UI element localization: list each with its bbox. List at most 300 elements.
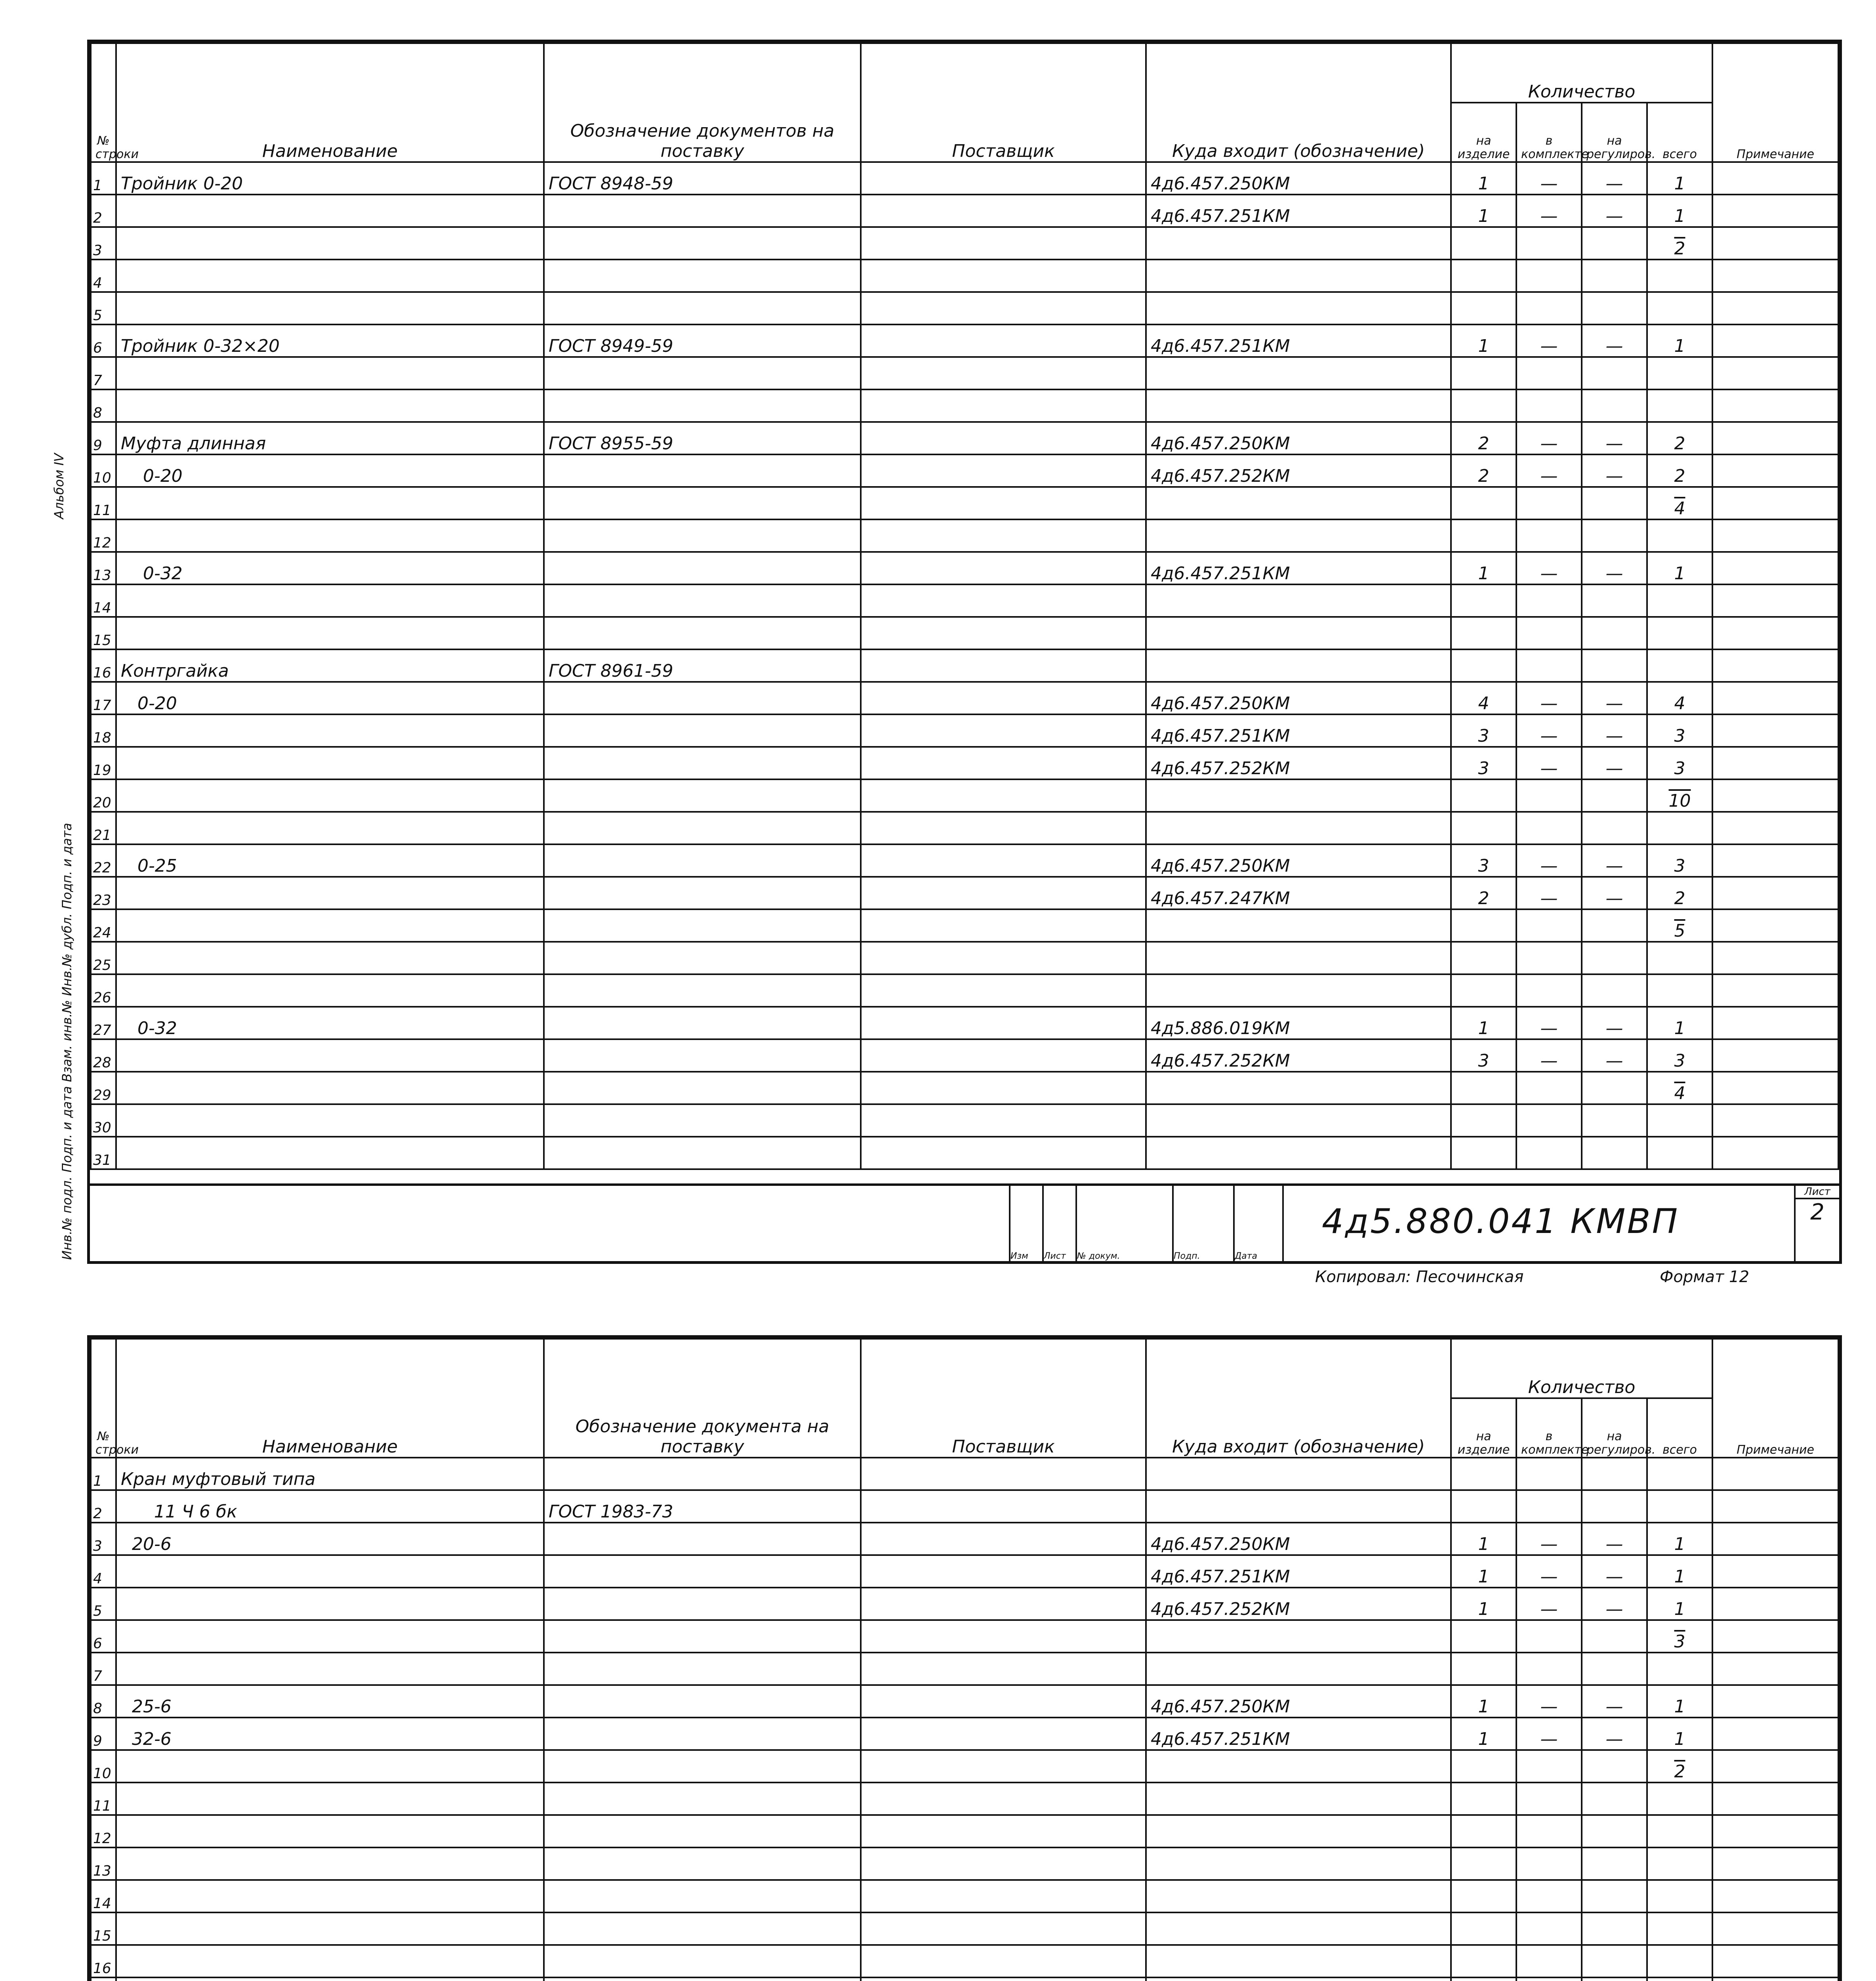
item-note — [1712, 747, 1838, 779]
qty-product: 1 — [1451, 1685, 1516, 1718]
album-label: Альбом IV — [51, 453, 67, 519]
table-row — [91, 1137, 1838, 1169]
qty-kit: — — [1516, 1718, 1582, 1750]
item-destination: 4д5.886.019КМ — [1146, 1007, 1451, 1039]
item-note — [1712, 584, 1838, 617]
qty-total: 1 — [1647, 162, 1712, 195]
qty-total: 10 — [1647, 779, 1712, 812]
item-note — [1712, 812, 1838, 844]
table-row — [91, 292, 1838, 324]
qty-kit — [1516, 1490, 1582, 1523]
qty-adjust — [1582, 812, 1647, 844]
item-supplier — [861, 1977, 1146, 1981]
spec-table-2 — [90, 1338, 1839, 1981]
header-qty-product: на изделие — [1451, 103, 1516, 162]
row-number: 3 — [91, 1523, 116, 1555]
item-destination: 4д6.457.250КМ — [1146, 422, 1451, 454]
item-destination — [1146, 1750, 1451, 1783]
qty-kit — [1516, 909, 1582, 942]
item-standard: ГОСТ 8948-59 — [544, 162, 861, 195]
qty-total: 2 — [1647, 454, 1712, 487]
qty-kit — [1516, 1783, 1582, 1815]
qty-kit — [1516, 1977, 1582, 1981]
row-number: 8 — [91, 1685, 116, 1718]
item-note — [1712, 260, 1838, 292]
item-supplier — [861, 1945, 1146, 1977]
item-standard — [544, 877, 861, 909]
qty-product — [1451, 617, 1516, 649]
table-row — [91, 454, 1838, 487]
item-standard — [544, 909, 861, 942]
item-name — [116, 389, 544, 422]
table-row — [91, 162, 1838, 195]
stamp-izm: Изм — [1009, 1186, 1042, 1261]
item-name — [116, 357, 544, 389]
item-destination — [1146, 1104, 1451, 1137]
qty-total: 1 — [1647, 195, 1712, 227]
item-note — [1712, 1685, 1838, 1718]
table-row — [91, 1523, 1838, 1555]
header-note: Примечание — [1712, 43, 1838, 162]
table-row — [91, 747, 1838, 779]
qty-adjust — [1582, 1783, 1647, 1815]
item-standard — [544, 1977, 861, 1981]
item-name — [116, 1912, 544, 1945]
item-supplier — [861, 974, 1146, 1007]
header-row-number: № строки — [91, 43, 116, 162]
qty-adjust — [1582, 1912, 1647, 1945]
row-number: 12 — [91, 519, 116, 552]
qty-adjust: — — [1582, 162, 1647, 195]
row-number: 6 — [91, 324, 116, 357]
qty-kit — [1516, 1137, 1582, 1169]
item-name — [116, 1977, 544, 1981]
qty-kit — [1516, 1653, 1582, 1685]
item-destination: 4д6.457.250КМ — [1146, 162, 1451, 195]
item-destination: 4д6.457.251КМ — [1146, 195, 1451, 227]
qty-total: 2 — [1647, 1750, 1712, 1783]
qty-product: 1 — [1451, 1718, 1516, 1750]
item-name: Тройник 0-20 — [116, 162, 544, 195]
qty-total: 1 — [1647, 1718, 1712, 1750]
item-note — [1712, 1815, 1838, 1847]
item-note — [1712, 877, 1838, 909]
item-note — [1712, 519, 1838, 552]
item-note — [1712, 162, 1838, 195]
row-number: 14 — [91, 1880, 116, 1912]
item-destination — [1146, 1945, 1451, 1977]
qty-total — [1647, 1104, 1712, 1137]
qty-total — [1647, 1653, 1712, 1685]
qty-adjust: — — [1582, 1523, 1647, 1555]
item-note — [1712, 195, 1838, 227]
item-name — [116, 1750, 544, 1783]
qty-adjust — [1582, 974, 1647, 1007]
item-note — [1712, 454, 1838, 487]
item-supplier — [861, 649, 1146, 682]
qty-product — [1451, 1977, 1516, 1981]
qty-kit — [1516, 617, 1582, 649]
header-qty-product: на изделие — [1451, 1398, 1516, 1458]
qty-total — [1647, 260, 1712, 292]
qty-adjust: — — [1582, 1718, 1647, 1750]
item-standard — [544, 227, 861, 260]
table-row — [91, 357, 1838, 389]
qty-kit — [1516, 974, 1582, 1007]
qty-adjust — [1582, 227, 1647, 260]
item-supplier — [861, 519, 1146, 552]
table-row — [91, 584, 1838, 617]
item-name — [116, 584, 544, 617]
item-supplier — [861, 422, 1146, 454]
sheet-number-1: 2 — [1810, 1199, 1825, 1225]
item-standard — [544, 1104, 861, 1137]
qty-total — [1647, 1880, 1712, 1912]
row-number: 11 — [91, 487, 116, 519]
item-destination — [1146, 1653, 1451, 1685]
item-note — [1712, 974, 1838, 1007]
qty-adjust — [1582, 1815, 1647, 1847]
item-destination — [1146, 389, 1451, 422]
row-number: 13 — [91, 1847, 116, 1880]
item-destination — [1146, 909, 1451, 942]
item-supplier — [861, 1620, 1146, 1653]
item-name — [116, 487, 544, 519]
table-row — [91, 1750, 1838, 1783]
item-note — [1712, 1458, 1838, 1490]
qty-product — [1451, 1458, 1516, 1490]
qty-total — [1647, 649, 1712, 682]
item-supplier — [861, 389, 1146, 422]
spec-sheet-2 — [87, 1335, 1842, 1981]
item-note — [1712, 682, 1838, 714]
item-supplier — [861, 617, 1146, 649]
qty-product: 1 — [1451, 552, 1516, 584]
qty-total: 4 — [1647, 487, 1712, 519]
qty-kit: — — [1516, 1588, 1582, 1620]
item-standard — [544, 779, 861, 812]
item-destination — [1146, 1490, 1451, 1523]
item-destination — [1146, 974, 1451, 1007]
item-supplier — [861, 1718, 1146, 1750]
row-number: 4 — [91, 1555, 116, 1588]
item-destination — [1146, 1072, 1451, 1104]
item-note — [1712, 1977, 1838, 1981]
qty-product: 1 — [1451, 324, 1516, 357]
qty-total: 4 — [1647, 1072, 1712, 1104]
row-number: 8 — [91, 389, 116, 422]
item-destination — [1146, 779, 1451, 812]
item-name — [116, 519, 544, 552]
stamp-list: Лист — [1042, 1186, 1075, 1261]
item-supplier — [861, 779, 1146, 812]
item-name — [116, 1620, 544, 1653]
qty-adjust — [1582, 1620, 1647, 1653]
qty-kit: — — [1516, 844, 1582, 877]
item-note — [1712, 714, 1838, 747]
item-name: Муфта длинная — [116, 422, 544, 454]
item-destination — [1146, 1912, 1451, 1945]
item-supplier — [861, 292, 1146, 324]
item-destination: 4д6.457.252КМ — [1146, 1039, 1451, 1072]
item-name — [116, 747, 544, 779]
item-standard — [544, 1912, 861, 1945]
item-name — [116, 942, 544, 974]
qty-total: 2 — [1647, 877, 1712, 909]
item-standard — [544, 1007, 861, 1039]
header-qty-kit: в комплекте — [1516, 1398, 1582, 1458]
item-standard — [544, 1137, 861, 1169]
item-name — [116, 877, 544, 909]
table-row — [91, 1039, 1838, 1072]
item-destination — [1146, 1880, 1451, 1912]
item-name — [116, 812, 544, 844]
item-name — [116, 1945, 544, 1977]
item-standard — [544, 1847, 861, 1880]
item-name: 25-6 — [116, 1685, 544, 1718]
qty-adjust — [1582, 519, 1647, 552]
row-number: 22 — [91, 844, 116, 877]
item-standard: ГОСТ 8961-59 — [544, 649, 861, 682]
item-standard — [544, 812, 861, 844]
stamp-date: Дата — [1233, 1186, 1284, 1261]
header-doc: Обозначение документов на поставку — [544, 43, 861, 162]
qty-total: 4 — [1647, 682, 1712, 714]
item-name: 0-20 — [116, 682, 544, 714]
stamp-doc: № докум. — [1075, 1186, 1172, 1261]
format-1: Формат 12 — [1660, 1268, 1749, 1286]
item-note — [1712, 1783, 1838, 1815]
qty-kit — [1516, 1912, 1582, 1945]
qty-kit — [1516, 779, 1582, 812]
qty-product — [1451, 227, 1516, 260]
item-destination — [1146, 519, 1451, 552]
table-row — [91, 552, 1838, 584]
row-number: 5 — [91, 292, 116, 324]
qty-adjust — [1582, 357, 1647, 389]
item-note — [1712, 1104, 1838, 1137]
item-standard — [544, 1685, 861, 1718]
row-number: 11 — [91, 1783, 116, 1815]
qty-adjust: — — [1582, 1555, 1647, 1588]
item-destination: 4д6.457.252КМ — [1146, 1588, 1451, 1620]
qty-total — [1647, 1977, 1712, 1981]
item-standard — [544, 519, 861, 552]
row-number: 20 — [91, 779, 116, 812]
item-destination — [1146, 1847, 1451, 1880]
item-standard — [544, 942, 861, 974]
item-note — [1712, 779, 1838, 812]
item-supplier — [861, 1007, 1146, 1039]
qty-kit — [1516, 1104, 1582, 1137]
qty-product — [1451, 779, 1516, 812]
row-number: 2 — [91, 195, 116, 227]
qty-product — [1451, 974, 1516, 1007]
qty-adjust — [1582, 1945, 1647, 1977]
qty-total: 1 — [1647, 1007, 1712, 1039]
item-destination — [1146, 942, 1451, 974]
row-number: 14 — [91, 584, 116, 617]
item-note — [1712, 357, 1838, 389]
row-number: 27 — [91, 1007, 116, 1039]
qty-adjust: — — [1582, 877, 1647, 909]
item-note — [1712, 649, 1838, 682]
qty-adjust: — — [1582, 844, 1647, 877]
item-standard — [544, 714, 861, 747]
qty-kit — [1516, 812, 1582, 844]
qty-adjust — [1582, 942, 1647, 974]
table-row — [91, 389, 1838, 422]
qty-adjust: — — [1582, 747, 1647, 779]
item-supplier — [861, 195, 1146, 227]
item-note — [1712, 1718, 1838, 1750]
spec-sheet-1 — [87, 40, 1842, 1264]
qty-kit: — — [1516, 877, 1582, 909]
header-qty-adjust: на регулиров. — [1582, 1398, 1647, 1458]
qty-adjust — [1582, 584, 1647, 617]
item-destination — [1146, 617, 1451, 649]
qty-product — [1451, 584, 1516, 617]
item-supplier — [861, 357, 1146, 389]
table-row — [91, 844, 1838, 877]
item-standard: ГОСТ 8955-59 — [544, 422, 861, 454]
header-qty-total: всего — [1647, 1398, 1712, 1458]
item-name — [116, 1653, 544, 1685]
qty-product: 1 — [1451, 162, 1516, 195]
qty-total: 1 — [1647, 324, 1712, 357]
item-standard — [544, 1458, 861, 1490]
item-supplier — [861, 1137, 1146, 1169]
qty-kit — [1516, 292, 1582, 324]
item-standard — [544, 487, 861, 519]
qty-product — [1451, 1783, 1516, 1815]
qty-adjust: — — [1582, 1039, 1647, 1072]
row-number: 26 — [91, 974, 116, 1007]
table-row — [91, 195, 1838, 227]
row-number: 17 — [91, 682, 116, 714]
table-row — [91, 1620, 1838, 1653]
row-number: 2 — [91, 1490, 116, 1523]
table-row — [91, 877, 1838, 909]
item-standard — [544, 1880, 861, 1912]
qty-adjust — [1582, 779, 1647, 812]
qty-kit — [1516, 1847, 1582, 1880]
item-note — [1712, 617, 1838, 649]
item-name: 0-25 — [116, 844, 544, 877]
item-note — [1712, 909, 1838, 942]
qty-product: 4 — [1451, 682, 1516, 714]
item-supplier — [861, 487, 1146, 519]
qty-adjust — [1582, 1137, 1647, 1169]
item-name — [116, 195, 544, 227]
row-number: 7 — [91, 1653, 116, 1685]
item-name — [116, 1072, 544, 1104]
item-standard — [544, 974, 861, 1007]
item-supplier — [861, 812, 1146, 844]
title-block-1 — [90, 1183, 1839, 1261]
item-supplier — [861, 1815, 1146, 1847]
qty-product — [1451, 942, 1516, 974]
side-stamp-1: Инв.№ подл. Подп. и дата Взам. инв.№ Инв.№ дубл. Подп. и дата — [59, 823, 74, 1260]
stamp-sign: Подп. — [1172, 1186, 1233, 1261]
qty-total — [1647, 1847, 1712, 1880]
item-destination: 4д6.457.251КМ — [1146, 714, 1451, 747]
qty-total — [1647, 812, 1712, 844]
row-number: 28 — [91, 1039, 116, 1072]
qty-total: 1 — [1647, 1685, 1712, 1718]
item-destination — [1146, 812, 1451, 844]
item-note — [1712, 487, 1838, 519]
qty-product: 3 — [1451, 747, 1516, 779]
table-row — [91, 260, 1838, 292]
qty-kit — [1516, 1458, 1582, 1490]
item-supplier — [861, 1588, 1146, 1620]
qty-product — [1451, 649, 1516, 682]
item-name: 0-20 — [116, 454, 544, 487]
qty-adjust: — — [1582, 552, 1647, 584]
item-supplier — [861, 1555, 1146, 1588]
qty-total — [1647, 1912, 1712, 1945]
qty-product — [1451, 1815, 1516, 1847]
table-row — [91, 1653, 1838, 1685]
qty-product: 2 — [1451, 422, 1516, 454]
item-note — [1712, 1945, 1838, 1977]
row-number: 16 — [91, 1945, 116, 1977]
qty-total: 3 — [1647, 714, 1712, 747]
item-standard: ГОСТ 1983-73 — [544, 1490, 861, 1523]
item-name: Тройник 0-32×20 — [116, 324, 544, 357]
qty-adjust: — — [1582, 454, 1647, 487]
item-name — [116, 1815, 544, 1847]
item-standard — [544, 1039, 861, 1072]
qty-adjust — [1582, 260, 1647, 292]
qty-adjust — [1582, 909, 1647, 942]
item-name — [116, 779, 544, 812]
row-number: 31 — [91, 1137, 116, 1169]
spec-table-1 — [90, 42, 1839, 1170]
item-supplier — [861, 1750, 1146, 1783]
qty-total: 1 — [1647, 552, 1712, 584]
table-row — [91, 1977, 1838, 1981]
qty-total — [1647, 1137, 1712, 1169]
qty-total — [1647, 1945, 1712, 1977]
item-note — [1712, 389, 1838, 422]
qty-product — [1451, 1880, 1516, 1912]
item-supplier — [861, 1847, 1146, 1880]
header-supplier: Поставщик — [861, 43, 1146, 162]
row-number: 9 — [91, 1718, 116, 1750]
qty-total: 3 — [1647, 844, 1712, 877]
stamp-1 — [1009, 1186, 1284, 1261]
item-standard — [544, 292, 861, 324]
item-destination: 4д6.457.251КМ — [1146, 324, 1451, 357]
copied-by-1: Копировал: Песочинская — [1315, 1268, 1524, 1286]
item-note — [1712, 292, 1838, 324]
item-note — [1712, 1912, 1838, 1945]
table-row — [91, 682, 1838, 714]
item-name — [116, 1847, 544, 1880]
qty-product — [1451, 487, 1516, 519]
item-name — [116, 1783, 544, 1815]
qty-adjust — [1582, 1458, 1647, 1490]
header-where: Куда входит (обозначение) — [1146, 1339, 1451, 1458]
item-supplier — [861, 1458, 1146, 1490]
qty-total — [1647, 519, 1712, 552]
item-standard — [544, 682, 861, 714]
qty-product: 2 — [1451, 877, 1516, 909]
qty-adjust: — — [1582, 1007, 1647, 1039]
item-destination — [1146, 260, 1451, 292]
